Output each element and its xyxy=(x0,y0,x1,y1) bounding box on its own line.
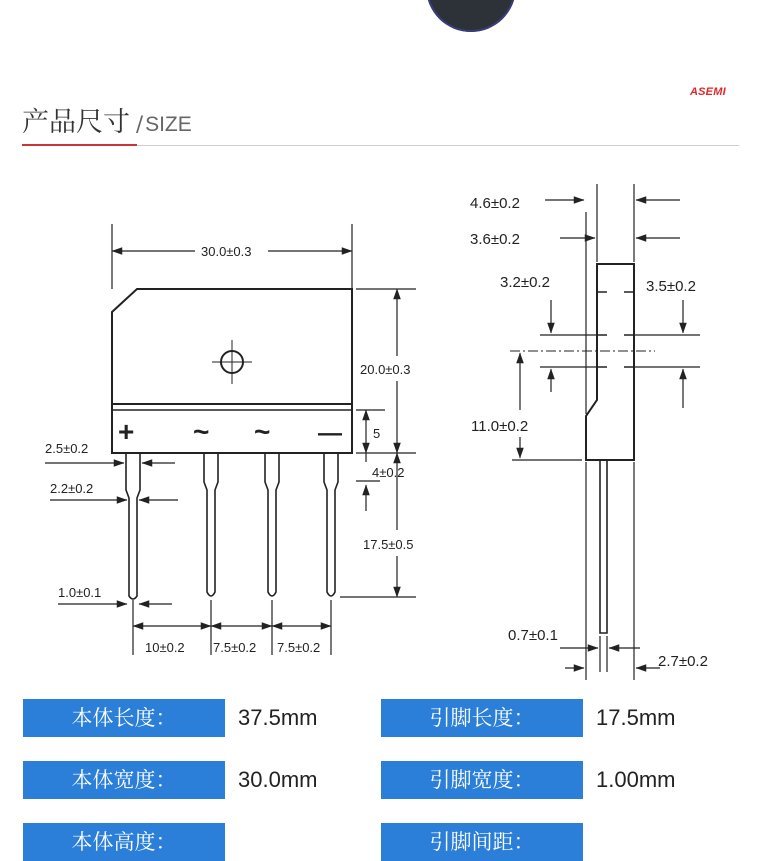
dim-hole-offset-right: 3.5±0.2 xyxy=(646,278,696,295)
dim-thickness-inner: 3.6±0.2 xyxy=(470,231,520,248)
dim-hole-offset-left: 3.2±0.2 xyxy=(500,274,550,291)
dim-pin-step: 4±0.2 xyxy=(372,465,405,480)
dim-step-depth: 2.7±0.2 xyxy=(658,653,708,670)
dim-pitch-1: 10±0.2 xyxy=(145,640,185,655)
dim-pin-width-bottom: 2.2±0.2 xyxy=(50,481,94,496)
pin-symbol-1: + xyxy=(118,416,135,447)
pin-symbol-3: ~ xyxy=(254,416,271,447)
dim-lead-dia: 1.0±0.1 xyxy=(58,585,102,600)
spec-value-body-width: 30.0mm xyxy=(238,767,318,792)
dim-thickness-outer: 4.6±0.2 xyxy=(470,195,520,212)
side-lead xyxy=(600,460,607,633)
spec-label-body-width: 本体宽度： xyxy=(23,761,225,799)
front-pin-2 xyxy=(204,453,218,596)
dim-lead-length: 17.5±0.5 xyxy=(363,537,414,552)
spec-label-body-height: 本体高度： xyxy=(23,823,225,861)
section-title-en: SIZE xyxy=(145,113,192,136)
dim-pitch-3: 7.5±0.2 xyxy=(277,640,321,655)
spec-value-lead-width: 1.00mm xyxy=(596,767,676,792)
spec-value-body-length: 37.5mm xyxy=(238,705,318,730)
side-body-outline xyxy=(586,264,634,460)
dim-pitch-2: 7.5±0.2 xyxy=(213,640,257,655)
pin-symbol-2: ~ xyxy=(193,416,210,447)
dim-body-width: 30.0±0.3 xyxy=(201,244,252,259)
dim-hole-height: 11.0±0.2 xyxy=(471,418,529,435)
section-title-cn: 产品尺寸 xyxy=(22,107,130,138)
front-pin-1 xyxy=(126,453,140,599)
pin-symbol-4: — xyxy=(318,420,342,447)
front-pin-4 xyxy=(324,453,338,596)
dim-body-height: 20.0±0.3 xyxy=(360,362,411,377)
brand-logo: ASEMI xyxy=(690,86,726,98)
dim-top-band: 5 xyxy=(373,426,381,441)
spec-value-lead-length: 17.5mm xyxy=(596,705,676,730)
section-title-separator: / xyxy=(136,112,144,136)
spec-label-lead-length: 引脚长度： xyxy=(381,699,583,737)
front-pin-3 xyxy=(265,453,279,596)
side-view xyxy=(510,184,700,680)
spec-label-lead-width: 引脚宽度： xyxy=(381,761,583,799)
spec-label-body-length: 本体长度： xyxy=(23,699,225,737)
dim-pin-width-top: 2.5±0.2 xyxy=(45,441,89,456)
spec-label-lead-pitch: 引脚间距： xyxy=(381,823,583,861)
dim-lead-thickness: 0.7±0.1 xyxy=(508,627,558,644)
